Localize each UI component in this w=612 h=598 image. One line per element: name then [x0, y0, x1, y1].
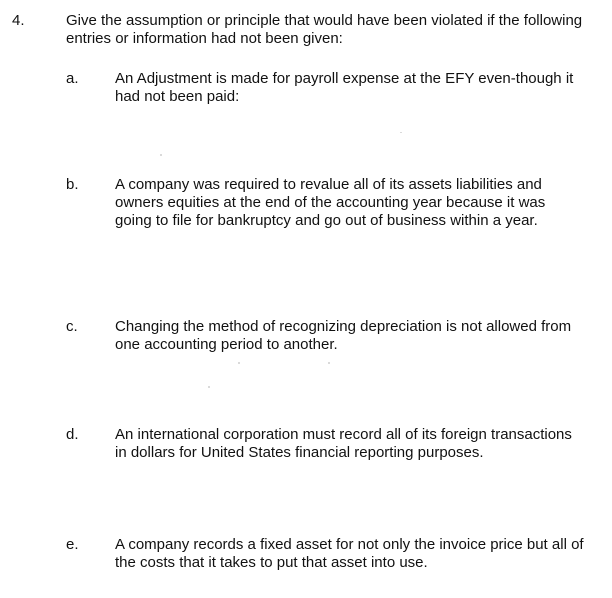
- item-letter: d.: [66, 426, 79, 443]
- scan-speck: [328, 362, 330, 364]
- item-text: A company was required to revalue all of its assets liabilities and owners equities at the end of the accounting year because it was going to file for bankruptcy and go out of business within a year.: [115, 176, 546, 229]
- item-letter: e.: [66, 536, 79, 553]
- scan-speck: [160, 154, 162, 156]
- scan-speck: [238, 362, 240, 364]
- item-text: Changing the method of recognizing depreciation is not allowed from one accounting period to another.: [115, 318, 572, 353]
- item-letter: a.: [66, 70, 79, 87]
- item-text: An international corporation must record all of its foreign transactions in dollars for United States financial reporting purposes.: [115, 426, 572, 461]
- question-number: 4.: [12, 12, 25, 29]
- item-letter: b.: [66, 176, 79, 193]
- question-prompt: Give the assumption or principle that would have been violated if the following entries or information had not been given:: [66, 12, 583, 47]
- item-text: A company records a fixed asset for not only the invoice price but all of the costs that it takes to put that asset into use.: [115, 536, 584, 571]
- scan-speck: [400, 132, 402, 133]
- item-text: An Adjustment is made for payroll expense at the EFY even-though it had not been paid:: [115, 70, 574, 105]
- scan-speck: [208, 386, 210, 388]
- item-letter: c.: [66, 318, 78, 335]
